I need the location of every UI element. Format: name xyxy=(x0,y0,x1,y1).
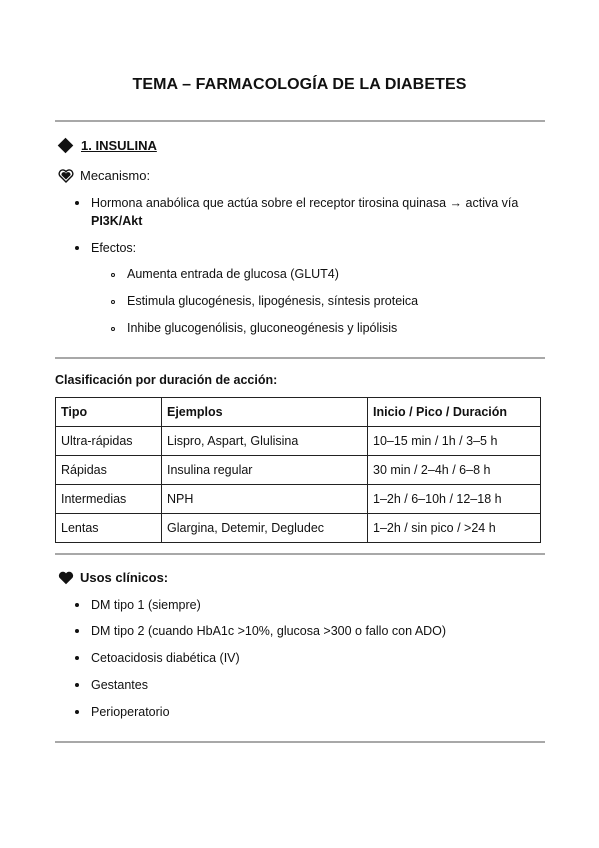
table-row xyxy=(56,514,541,543)
table-cell: 1–2h / 6–10h / 12–18 h xyxy=(368,485,541,514)
table-cell: Glargina, Detemir, Degludec xyxy=(162,514,368,543)
table-cell: Intermedias xyxy=(56,485,162,514)
table-row xyxy=(56,427,541,456)
column-header: Ejemplos xyxy=(162,398,368,427)
table-cell: Lispro, Aspart, Glulisina xyxy=(162,427,368,456)
divider xyxy=(55,553,545,555)
divider xyxy=(55,120,545,122)
list-item: Gestantes xyxy=(91,676,148,694)
table-row xyxy=(56,485,541,514)
table-caption: Clasificación por duración de acción: xyxy=(55,373,278,387)
list-item: Cetoacidosis diabética (IV) xyxy=(91,649,240,667)
table-cell: Lentas xyxy=(56,514,162,543)
page-title: TEMA – FARMACOLOGÍA DE LA DIABETES xyxy=(132,76,467,93)
list-item: Aumenta entrada de glucosa (GLUT4) xyxy=(127,265,339,283)
section-heading-insulina: 1. INSULINA xyxy=(58,138,157,153)
divider xyxy=(55,741,545,743)
bullet-icon xyxy=(75,201,79,205)
uses-heading: Usos clínicos: xyxy=(58,570,168,585)
heart-outline-icon xyxy=(58,169,74,183)
column-header: Inicio / Pico / Duración xyxy=(368,398,541,427)
table-cell: NPH xyxy=(162,485,368,514)
bullet-icon xyxy=(75,710,79,714)
table-cell: 10–15 min / 1h / 3–5 h xyxy=(368,427,541,456)
insulin-classification-table xyxy=(55,397,541,543)
circle-bullet-icon xyxy=(111,327,115,331)
list-item: Perioperatorio xyxy=(91,703,170,721)
list-item: Estimula glucogénesis, lipogénesis, síntesis proteica xyxy=(127,292,418,310)
table-cell: 1–2h / sin pico / >24 h xyxy=(368,514,541,543)
bullet-icon xyxy=(75,246,79,250)
table-cell: Rápidas xyxy=(56,456,162,485)
list-item: DM tipo 1 (siempre) xyxy=(91,596,201,614)
list-item: Efectos: xyxy=(91,239,136,257)
list-item: Inhibe glucogenólisis, gluconeogénesis y lipólisis xyxy=(127,319,397,337)
list-item: DM tipo 2 (cuando HbA1c >10%, glucosa >300 o fallo con ADO) xyxy=(91,622,446,640)
diamond-bullet-icon xyxy=(58,138,74,154)
bullet-icon xyxy=(75,656,79,660)
divider xyxy=(55,357,545,359)
table-cell: 30 min / 2–4h / 6–8 h xyxy=(368,456,541,485)
bullet-icon xyxy=(75,629,79,633)
table-cell: Ultra-rápidas xyxy=(56,427,162,456)
circle-bullet-icon xyxy=(111,300,115,304)
table-cell: Insulina regular xyxy=(162,456,368,485)
table-row xyxy=(56,456,541,485)
circle-bullet-icon xyxy=(111,273,115,277)
mechanism-heading: Mecanismo: xyxy=(58,168,150,183)
table-header-row xyxy=(56,398,541,427)
list-item: Hormona anabólica que actúa sobre el receptor tirosina quinasa → activa vía PI3K/Akt xyxy=(91,194,551,230)
bullet-icon xyxy=(75,683,79,687)
column-header: Tipo xyxy=(56,398,162,427)
bullet-icon xyxy=(75,603,79,607)
heart-icon xyxy=(58,571,74,585)
